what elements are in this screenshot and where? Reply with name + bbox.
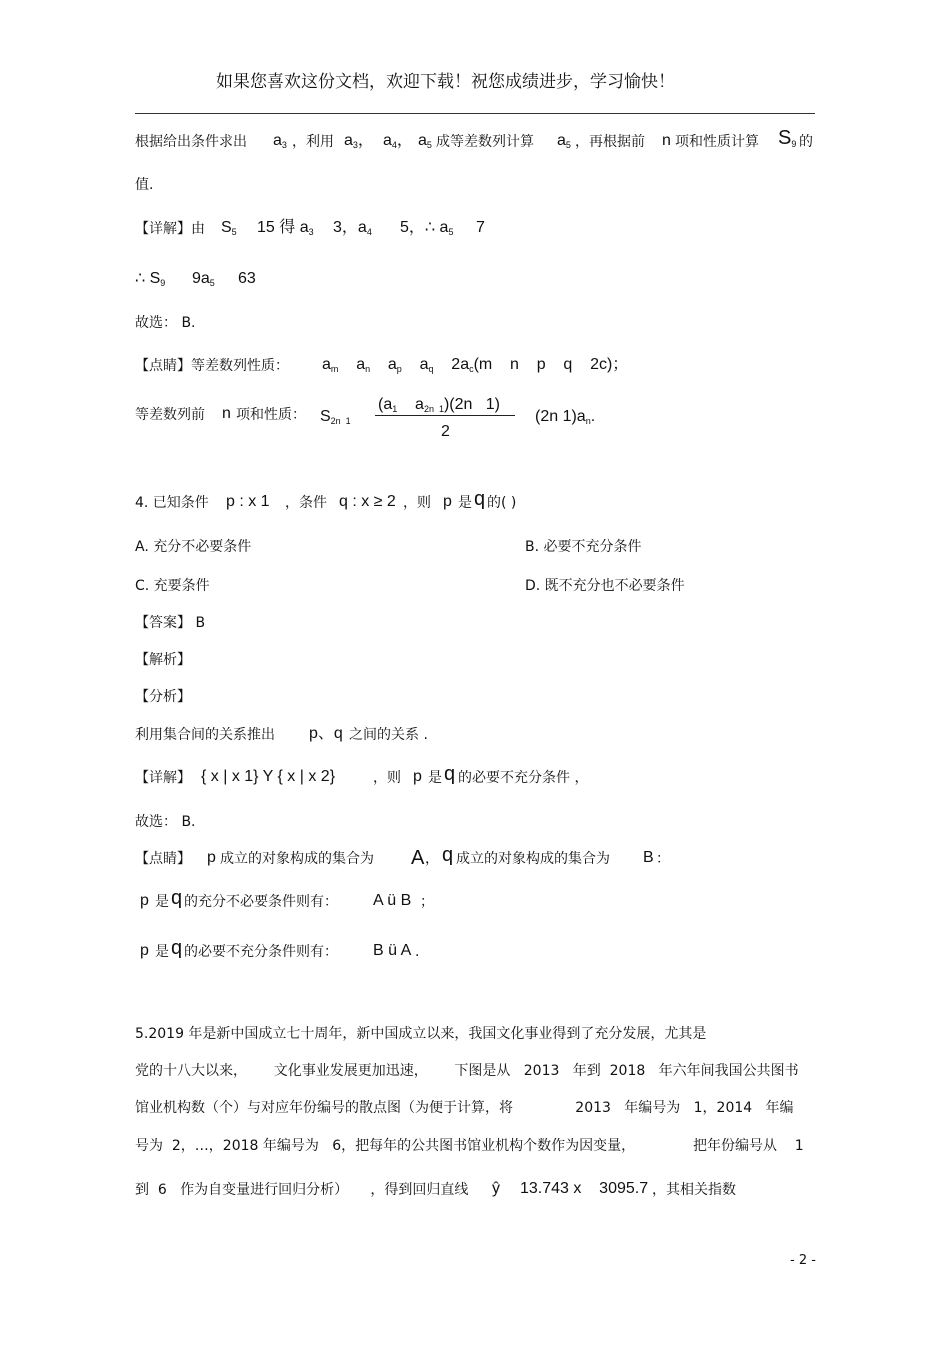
q3-analysis-line2: 值. (135, 177, 154, 193)
q5-line2: 党的十八大以来， 文化事业发展更加迅速， 下图是从 2013 年到 2018 年六年间我国公共图书 (135, 1063, 799, 1079)
q4-fenxi: 【分析】 (135, 689, 191, 705)
q4-jiexi: 【解析】 (135, 652, 191, 668)
q5-line1: 5.2019 年是新中国成立七十周年，新中国成立以来，我国文化事业得到了充分发展，尤其是 (135, 1026, 707, 1042)
q4-option-b: B. 必要不充分条件 (525, 539, 642, 555)
page-number: - 2 - (790, 1253, 816, 1268)
q4-option-c: C. 充要条件 (135, 578, 210, 594)
header-rule (135, 113, 815, 114)
q4-option-d: D. 既不充分也不必要条件 (525, 578, 685, 594)
fraction-bar (375, 415, 515, 416)
q5-line4: 号为 2，…，2018 年编号为 6，把每年的公共图书馆业机构个数作为因变量， 把年份编号从 1 (135, 1138, 804, 1154)
q3-choice: 故选： B. (135, 315, 196, 331)
q4-option-a: A. 充分不必要条件 (135, 539, 252, 555)
q4-answer: 【答案】 B (135, 615, 206, 631)
q5-line3: 馆业机构数（个）与对应年份编号的散点图（为便于计算，将 2013 年编号为 1，2014 年编 (135, 1100, 794, 1116)
q4-choice: 故选： B. (135, 814, 196, 830)
page-header: 如果您喜欢这份文档，欢迎下载！祝您成绩进步，学习愉快！ (216, 72, 675, 92)
